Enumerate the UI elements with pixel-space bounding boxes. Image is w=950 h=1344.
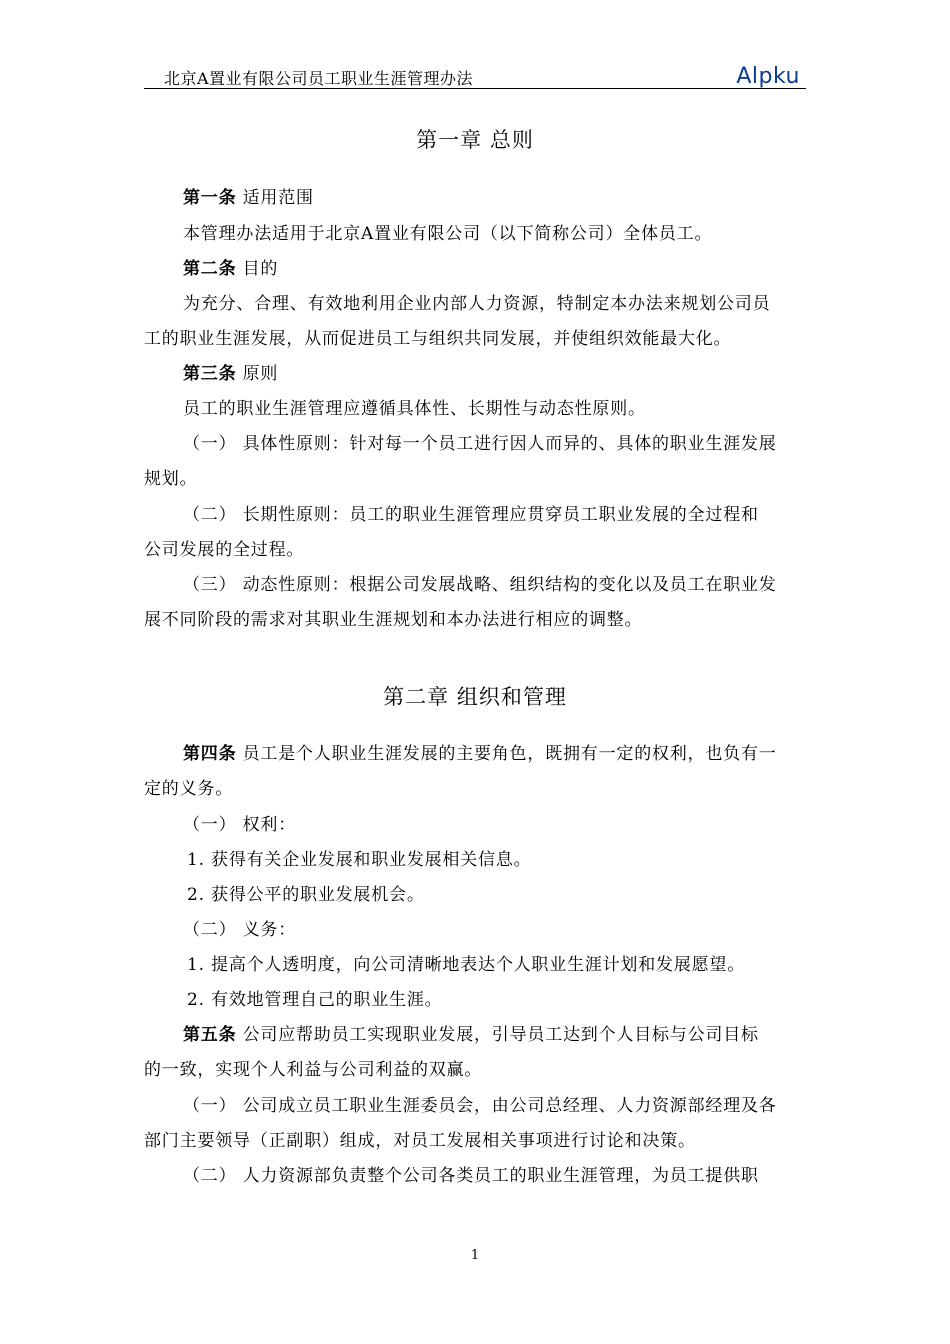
paragraph-line: 定的义务。 [144,779,233,799]
paragraph-line: 公司发展的全过程。 [144,540,305,560]
article-heading [183,186,808,210]
paragraph-line [183,1023,808,1047]
list-item: 1. 提高个人透明度，向公司清晰地表达个人职业生涯计划和发展愿望。 [187,955,746,975]
list-item: 1. 获得有关企业发展和职业发展相关信息。 [187,850,532,870]
company-logo [736,62,800,88]
article-title: 原则 [236,364,279,384]
paragraph-line: 规划。 [144,469,198,489]
logo-text: Alpku [736,64,800,89]
header-title: 北京A置业有限公司员工职业生涯管理办法 [164,69,474,88]
page-header [144,62,806,89]
chapter-title: 第二章 组织和管理 [383,685,567,709]
article-heading [183,257,808,281]
paragraph-line: 工的职业生涯发展，从而促进员工与组织共同发展，并使组织效能最大化。 [144,329,732,349]
paragraph-line [183,742,808,766]
paragraph-line: （一） 权利： [183,815,297,835]
paragraph-line: （二） 长期性原则：员工的职业生涯管理应贯穿员工职业发展的全过程和 [183,505,759,525]
article-label: 第三条 [183,364,237,384]
paragraph-line: （二） 人力资源部负责整个公司各类员工的职业生涯管理，为员工提供职 [183,1166,759,1186]
article-title: 适用范围 [236,188,314,208]
paragraph-line: （一） 具体性原则：针对每一个员工进行因人而异的、具体的职业生涯发展 [183,434,777,454]
paragraph-line: （三） 动态性原则：根据公司发展战略、组织结构的变化以及员工在职业发 [183,575,777,595]
paragraph-line: 为充分、合理、有效地利用企业内部人力资源，特制定本办法来规划公司员 [183,294,771,314]
article-label: 第五条 [183,1025,237,1045]
paragraph-line: 的一致，实现个人利益与公司利益的双赢。 [144,1060,483,1080]
paragraph-line: 展不同阶段的需求对其职业生涯规划和本办法进行相应的调整。 [144,610,643,630]
list-item: 2. 获得公平的职业发展机会。 [187,885,425,905]
article-heading [183,362,808,386]
paragraph-line: （二） 义务： [183,920,297,940]
article-text: 员工是个人职业生涯发展的主要角色，既拥有一定的权利，也负有一 [236,744,777,764]
article-label: 第四条 [183,744,237,764]
paragraph-line: （一） 公司成立员工职业生涯委员会，由公司总经理、人力资源部经理及各 [183,1096,777,1116]
paragraph-line: 员工的职业生涯管理应遵循具体性、长期性与动态性原则。 [183,399,646,419]
list-item: 2. 有效地管理自己的职业生涯。 [187,990,443,1010]
article-title: 目的 [236,259,279,279]
article-text: 公司应帮助员工实现职业发展，引导员工达到个人目标与公司目标 [236,1025,759,1045]
article-label: 第一条 [183,188,237,208]
paragraph-line: 本管理办法适用于北京A置业有限公司（以下简称公司）全体员工。 [183,224,713,244]
paragraph-line: 部门主要领导（正副职）组成，对员工发展相关事项进行讨论和决策。 [144,1131,696,1151]
page-number: 1 [470,1248,480,1263]
article-label: 第二条 [183,259,237,279]
chapter-title: 第一章 总则 [416,128,534,152]
